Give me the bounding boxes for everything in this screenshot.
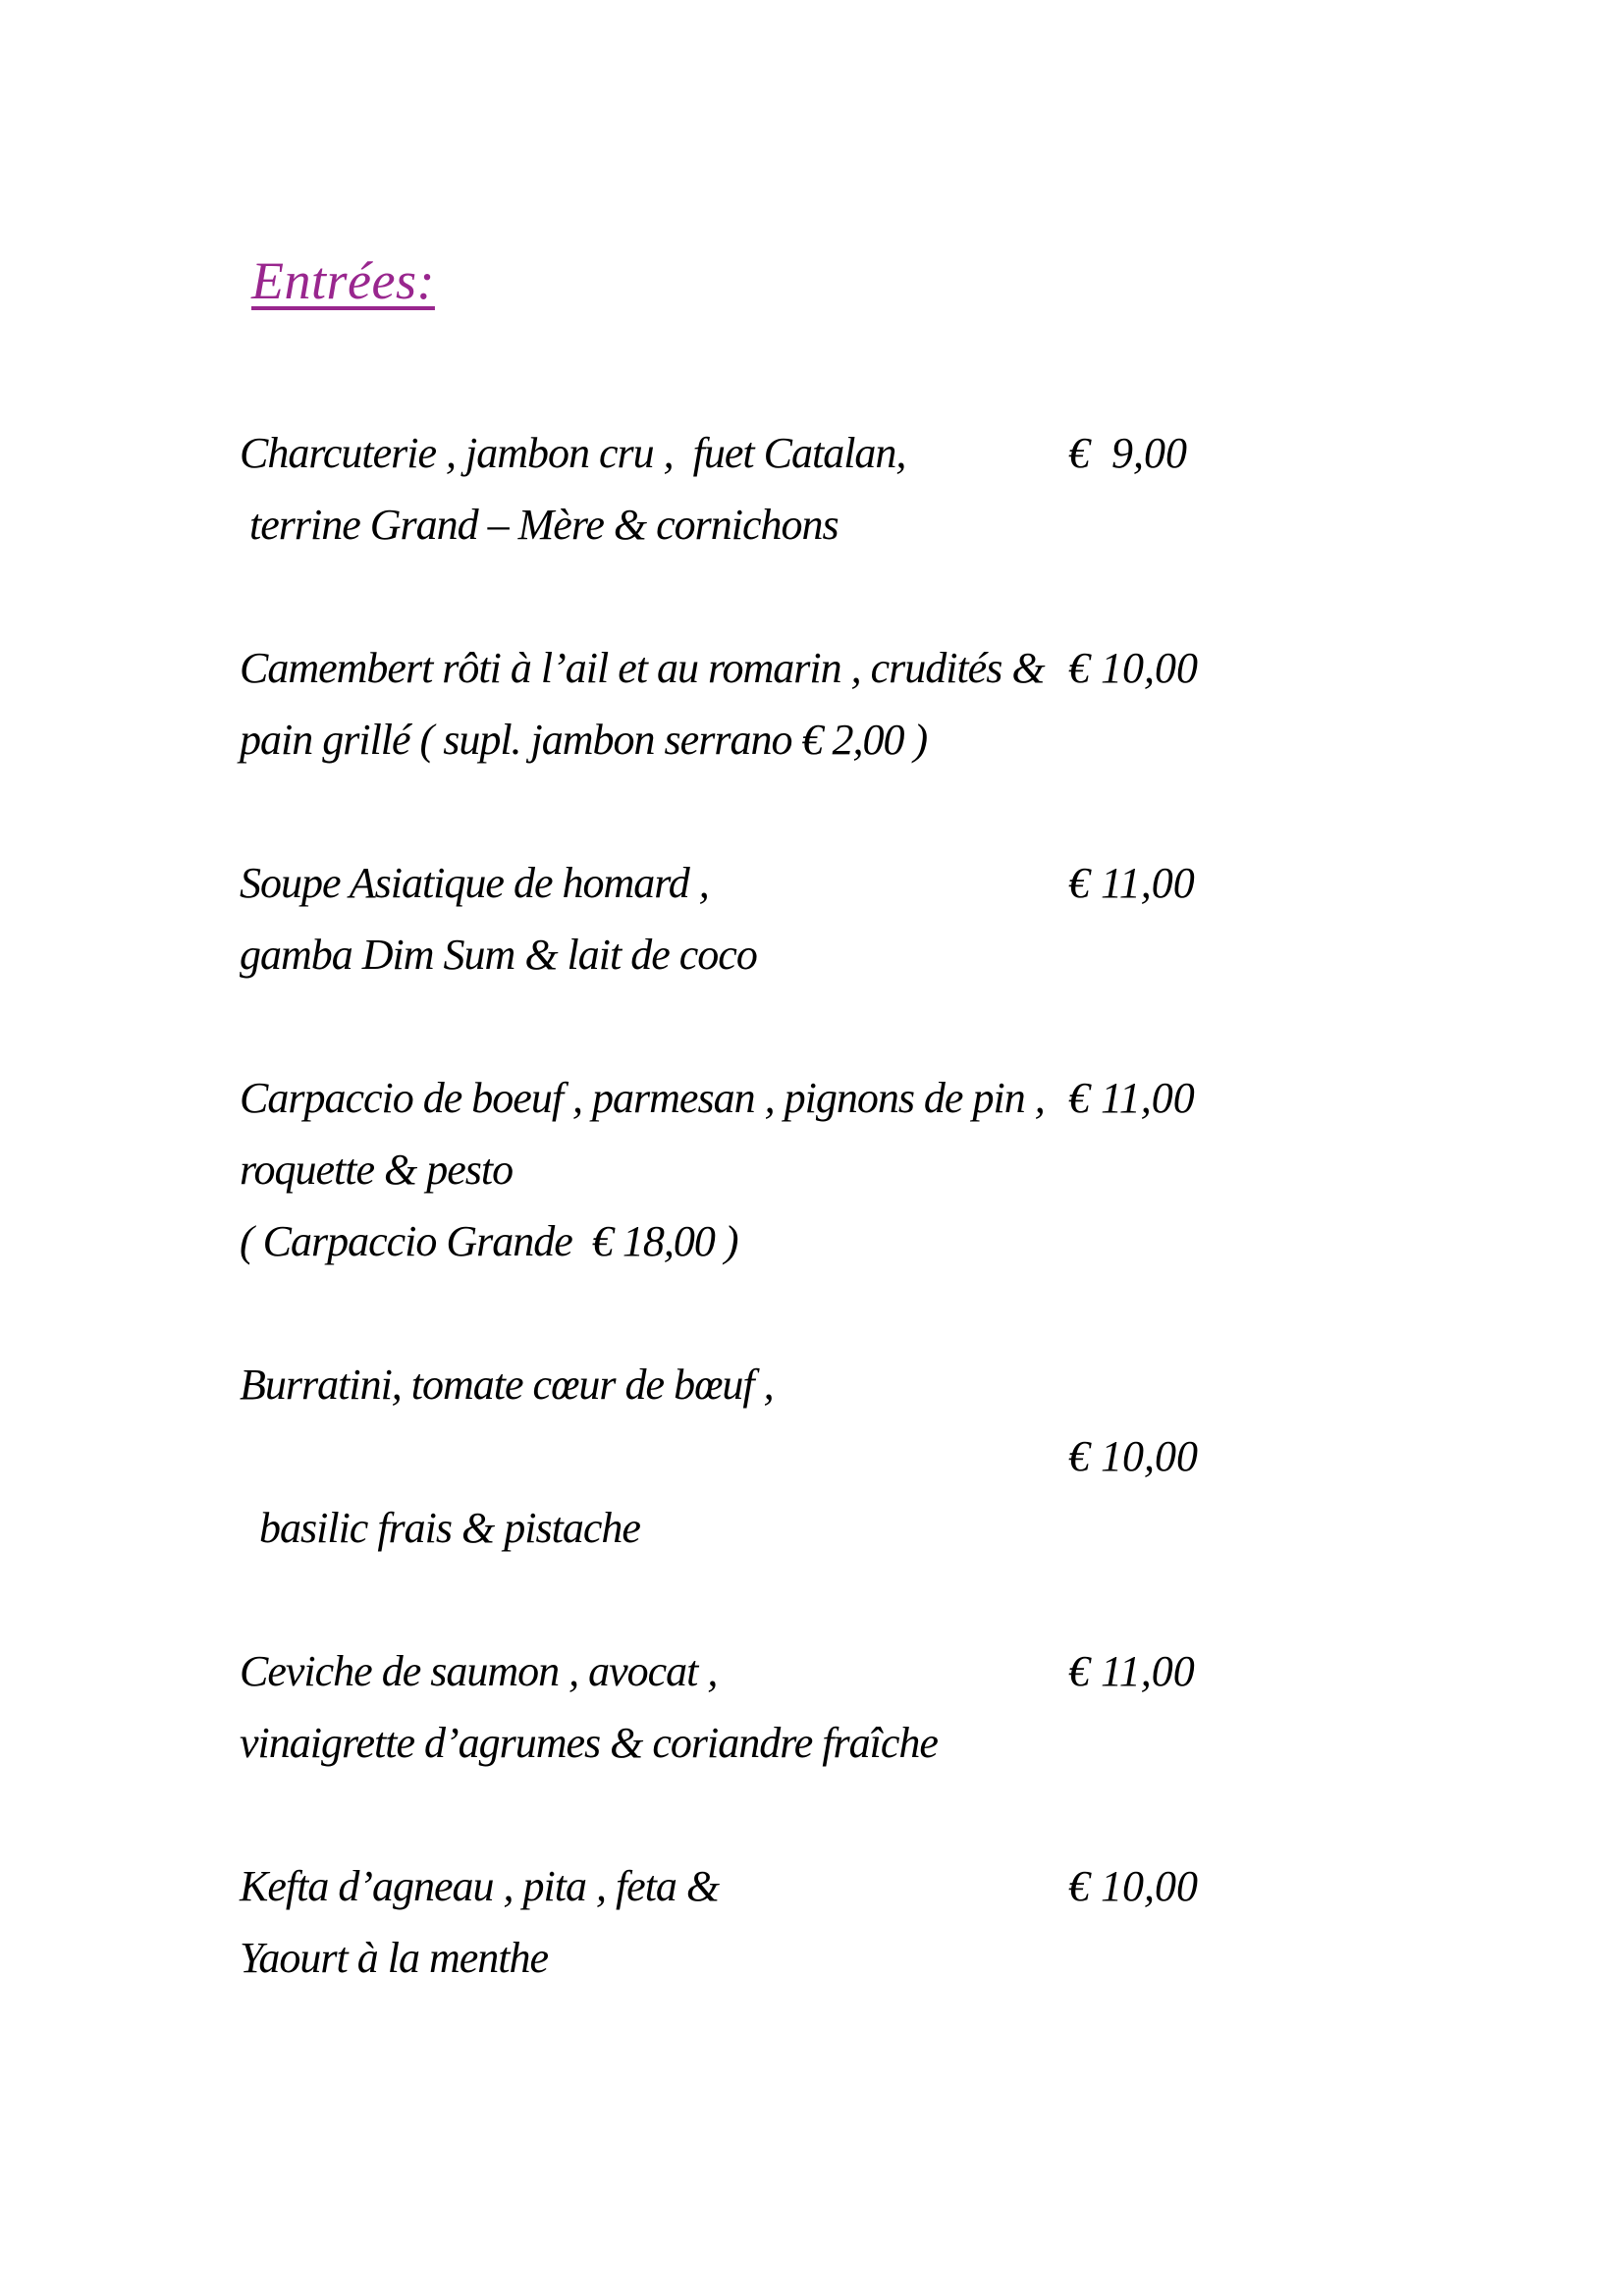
- price-text: € 11,00: [1068, 859, 1195, 907]
- section-heading: [196, 192, 435, 369]
- menu-line: [196, 1134, 1624, 1265]
- dish-text: vinaigrette d’agrumes & coriandre fraîche: [240, 1719, 938, 1767]
- dish-text: Camembert rôti à l’ail et au romarin , crudités &: [240, 644, 1045, 692]
- price-text: € 9,00: [1068, 429, 1187, 477]
- menu-line: [196, 417, 1624, 549]
- dish-text: basilic frais & pistache: [240, 1504, 640, 1552]
- dish-text: Soupe Asiatique de homard ,: [240, 859, 709, 907]
- menu-line: [196, 847, 1624, 979]
- dish-text: Yaourt à la menthe: [240, 1934, 549, 1982]
- dish-text: gamba Dim Sum & lait de coco: [240, 931, 757, 979]
- menu-line: [196, 1277, 1624, 1409]
- dish-text: Charcuterie , jambon cru , fuet Catalan,: [240, 429, 906, 477]
- dish-text: Burratini, tomate cœur de bœuf ,: [240, 1361, 774, 1409]
- dish-text: Carpaccio de boeuf , parmesan , pignons de pin ,: [240, 1074, 1045, 1122]
- menu-line: [196, 1850, 1624, 1982]
- dish-text: pain grillé ( supl. jambon serrano € 2,00 ): [240, 716, 928, 764]
- dish-text: Ceviche de saumon , avocat ,: [240, 1647, 718, 1695]
- menu-line: [196, 1635, 1624, 1767]
- dish-text: Kefta d’agneau , pita , feta &: [240, 1862, 720, 1910]
- price-text: € 10,00: [1068, 644, 1198, 692]
- price-text: € 11,00: [1068, 1074, 1195, 1122]
- dish-text: terrine Grand – Mère & cornichons: [240, 501, 839, 549]
- dish-text: roquette & pesto: [240, 1146, 514, 1194]
- menu-line: [196, 1062, 1624, 1194]
- price-text: € 10,00: [1068, 1432, 1198, 1480]
- price-text: € 11,00: [1068, 1647, 1195, 1695]
- dish-text: ( Carpaccio Grande € 18,00 ): [240, 1217, 738, 1265]
- menu-line: [196, 632, 1624, 764]
- menu-line: [196, 1420, 1624, 1552]
- price-text: € 10,00: [1068, 1862, 1198, 1910]
- section-heading-text: Entrées:: [251, 251, 435, 310]
